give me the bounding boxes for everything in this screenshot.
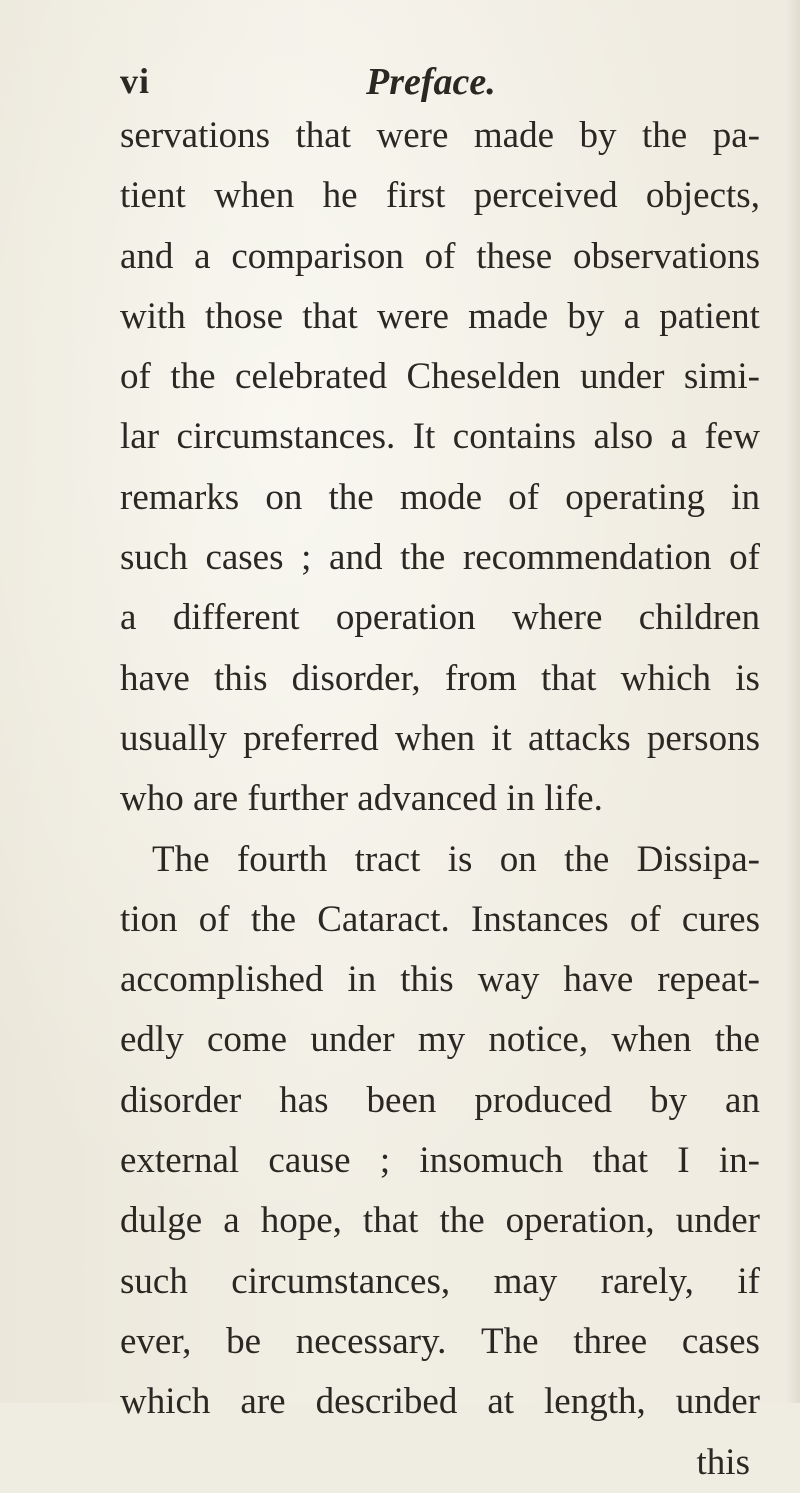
text-line: with those that were made by a patient — [120, 295, 760, 337]
text-line: such cases ; and the recommendation of — [120, 537, 760, 579]
catchword: this — [696, 1441, 750, 1483]
text-line: lar circumstances. It contains also a few — [120, 416, 760, 458]
text-line: dulge a hope, that the operation, under — [120, 1200, 760, 1242]
text-line: servations that were made by the pa- — [120, 115, 760, 156]
text-line: ever, be necessary. The three cases — [120, 1320, 760, 1362]
text-line: and a comparison of these observations — [120, 235, 760, 277]
page-number: vi — [120, 61, 151, 101]
text-line: external cause ; insomuch that I in- — [120, 1140, 760, 1182]
text-line: tion of the Cataract. Instances of cures — [120, 898, 760, 940]
text-line: have this disorder, from that which is — [120, 657, 760, 699]
text-line: who are further advanced in life. — [120, 778, 603, 820]
body-text — [120, 106, 760, 1493]
text-line: disorder has been produced by an — [120, 1079, 760, 1121]
page-edge-shadow — [786, 0, 800, 1403]
running-head: Preface. — [366, 61, 496, 103]
text-line: of the celebrated Cheselden under simi- — [120, 356, 760, 398]
text-line: which are described at length, under — [120, 1381, 760, 1423]
text-line: remarks on the mode of operating in — [120, 476, 760, 518]
text-line: edly come under my notice, when the — [120, 1019, 760, 1061]
text-line: accomplished in this way have repeat- — [120, 959, 760, 1001]
text-line: such circumstances, may rarely, if — [120, 1260, 760, 1302]
text-line: a different operation where children — [120, 597, 760, 639]
paragraph-start-line: The fourth tract is on the Dissipa- — [152, 838, 760, 880]
text-line: tient when he first perceived objects, — [120, 175, 760, 217]
text-line: usually preferred when it attacks persons — [120, 717, 760, 759]
